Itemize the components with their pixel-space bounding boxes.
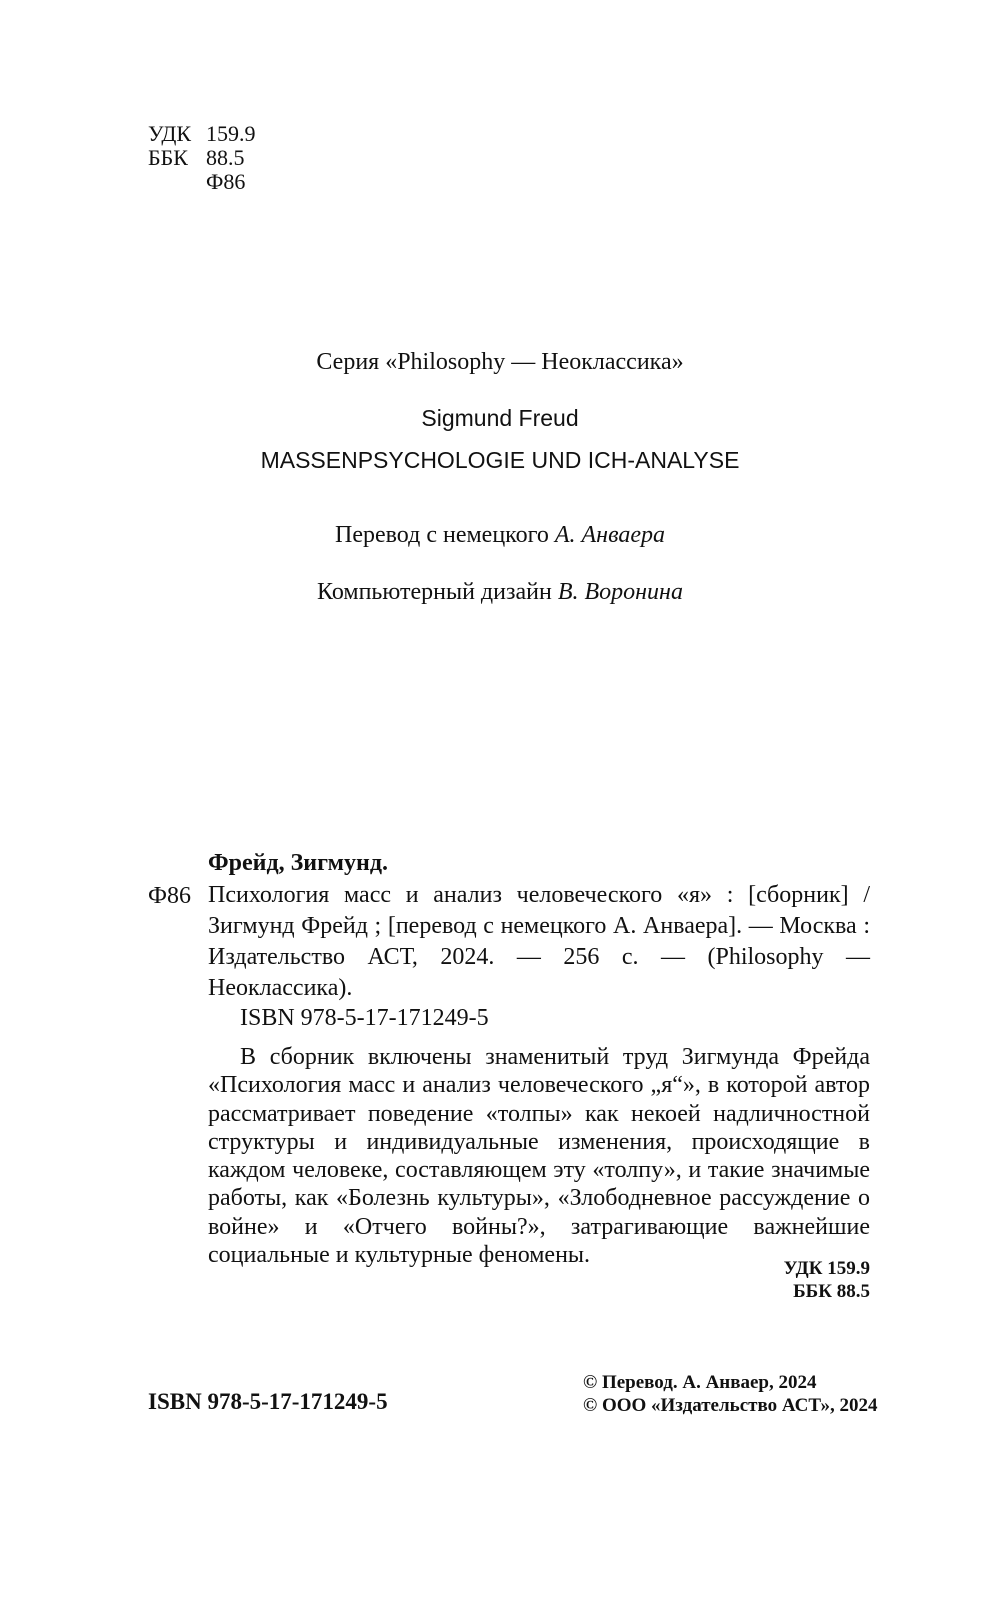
- bib-classification: [770, 1257, 870, 1303]
- bib-bbk: ББК 88.5: [793, 1281, 870, 1302]
- bib-description: Психология масс и анализ человеческого «я» : [сборник] / Зигмунд Фрейд ; [перевод с немецкого А. Анваера]. — Москва : Издательство АСТ, 2024. — 256 с. — (Philosophy — Неоклассика).: [208, 882, 870, 1001]
- bib-author-sign: Ф86: [148, 883, 191, 909]
- udk-label: УДК: [148, 121, 192, 146]
- author-sign-row: [148, 170, 256, 194]
- bbk-label: ББК: [148, 145, 188, 170]
- classification-codes: [148, 122, 256, 194]
- annotation: В сборник включены знаменитый труд Зигмунда Фрейда «Психология масс и анализ человеческого „я“», в которой автор рассматривает поведение «толпы» как некоей надличностной структуры и индивидуальные изменения, происходящие в каждом человеке, составляющем эту «толпу», и такие значимые работы, как «Болезнь культуры», «Злободневное рассуждение о войне» и «Отчего войны?», затрагивающие важнейшие социальные и культурные феномены.: [208, 1044, 870, 1269]
- original-author: Sigmund Freud: [421, 405, 579, 431]
- translator-name: А. Анваера: [554, 522, 665, 548]
- copyright-translation: © Перевод. А. Анваер, 2024: [583, 1372, 817, 1393]
- bib-author: Фрейд, Зигмунд.: [208, 850, 388, 876]
- copyright-block: [583, 1371, 878, 1417]
- translation-credit: [0, 522, 1000, 549]
- original-title: MASSENPSYCHOLOGIE UND ICH-ANALYSE: [260, 447, 740, 473]
- bib-udk: УДК 159.9: [783, 1258, 870, 1279]
- udk-row: [148, 122, 256, 146]
- bbk-row: [148, 146, 256, 170]
- translation-label: Перевод с немецкого: [335, 522, 549, 548]
- designer-name: В. Воронина: [557, 579, 683, 605]
- isbn-bottom: ISBN 978-5-17-171249-5: [148, 1389, 388, 1414]
- design-credit: [0, 579, 1000, 606]
- bbk-value: 88.5: [206, 145, 245, 170]
- series-line: Серия «Philosophy — Неоклассика»: [316, 349, 684, 375]
- udk-value: 159.9: [206, 121, 256, 146]
- author-sign: Ф86: [206, 169, 246, 194]
- design-label: Компьютерный дизайн: [317, 579, 552, 605]
- copyright-publisher: © ООО «Издательство АСТ», 2024: [583, 1395, 878, 1416]
- bib-isbn: ISBN 978-5-17-171249-5: [240, 1005, 489, 1031]
